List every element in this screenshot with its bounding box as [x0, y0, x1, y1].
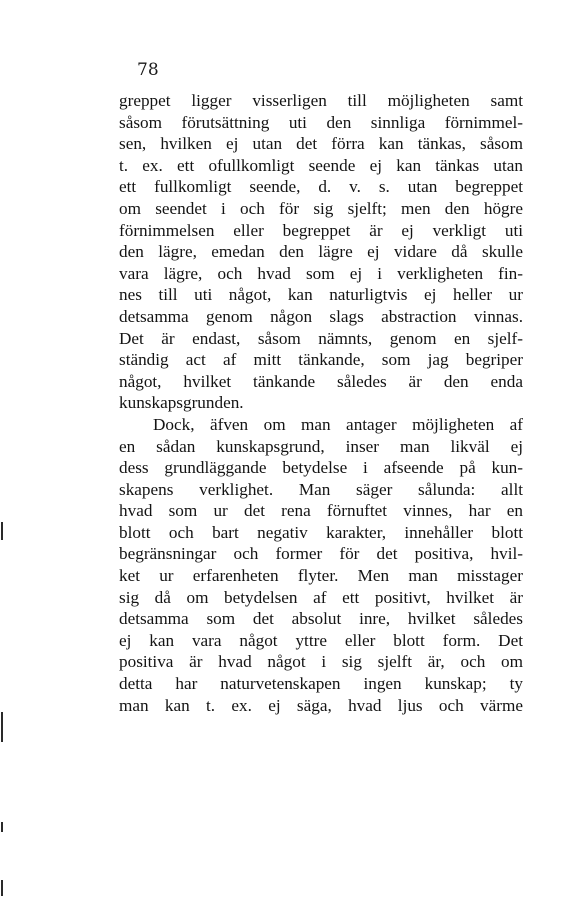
scan-edge-mark — [1, 522, 3, 540]
text-line: om seendet i och för sig sjelft; men den högre — [119, 198, 523, 218]
text-line: nes till uti något, kan naturligtvis ej heller ur — [119, 285, 523, 305]
paragraph-end-line: kunskapsgrunden. — [119, 393, 244, 413]
text-line: sen, hvilken ej utan det förra kan tänkas, såsom — [119, 134, 523, 154]
text-line: ett fullkomligt seende, d. v. s. utan begreppet — [119, 177, 523, 197]
text-line: den lägre, emedan den lägre ej vidare då skulle — [119, 242, 523, 262]
text-line: förnimmelsen eller begreppet är ej verkligt uti — [119, 220, 523, 240]
text-line: blott och bart negativ karakter, innehåller blott — [119, 522, 523, 542]
paragraph-start-line: Dock, äfven om man antager möjligheten af — [153, 414, 523, 434]
body-text — [119, 90, 523, 716]
text-line: Det är endast, såsom nämnts, genom en sjelf- — [119, 328, 523, 348]
text-line: ket ur erfarenheten flyter. Men man misstager — [119, 566, 523, 586]
text-line: t. ex. ett ofullkomligt seende ej kan tänkas utan — [119, 155, 523, 175]
scan-edge-mark — [1, 880, 3, 896]
text-line: dess grundläggande betydelse i afseende på kun- — [119, 458, 523, 478]
text-line: greppet ligger visserligen till möjligheten samt — [119, 91, 523, 110]
text-line: positiva är hvad något i sig sjelft är, och om — [119, 652, 523, 672]
page-number: 78 — [137, 60, 159, 80]
text-line: ständig act af mitt tänkande, som jag begriper — [119, 350, 523, 370]
scan-edge-mark — [1, 712, 3, 742]
text-line: man kan t. ex. ej säga, hvad ljus och värme — [119, 695, 523, 715]
text-line: något, hvilket tänkande således är den enda — [119, 371, 523, 391]
text-line: detsamma genom någon slags abstraction vinnas. — [119, 306, 523, 326]
text-line: skapens verklighet. Man säger sålunda: allt — [119, 479, 523, 499]
text-line: sig då om betydelsen af ett positivt, hvilket är — [119, 587, 523, 607]
text-line: en sådan kunskapsgrund, inser man likväl ej — [119, 436, 523, 456]
text-line: vara lägre, och hvad som ej i verkligheten fin- — [119, 263, 523, 283]
text-line: begränsningar och former för det positiva, hvil- — [119, 544, 523, 564]
text-line: detta har naturvetenskapen ingen kunskap; ty — [119, 674, 523, 694]
text-line: hvad som ur det rena förnuftet vinnes, har en — [119, 501, 523, 521]
text-line: ej kan vara något yttre eller blott form. Det — [119, 630, 523, 650]
scan-edge-mark — [1, 822, 3, 832]
text-line: såsom förutsättning uti den sinnliga förnimmel- — [119, 112, 523, 132]
text-line: detsamma som det absolut inre, hvilket således — [119, 609, 523, 629]
